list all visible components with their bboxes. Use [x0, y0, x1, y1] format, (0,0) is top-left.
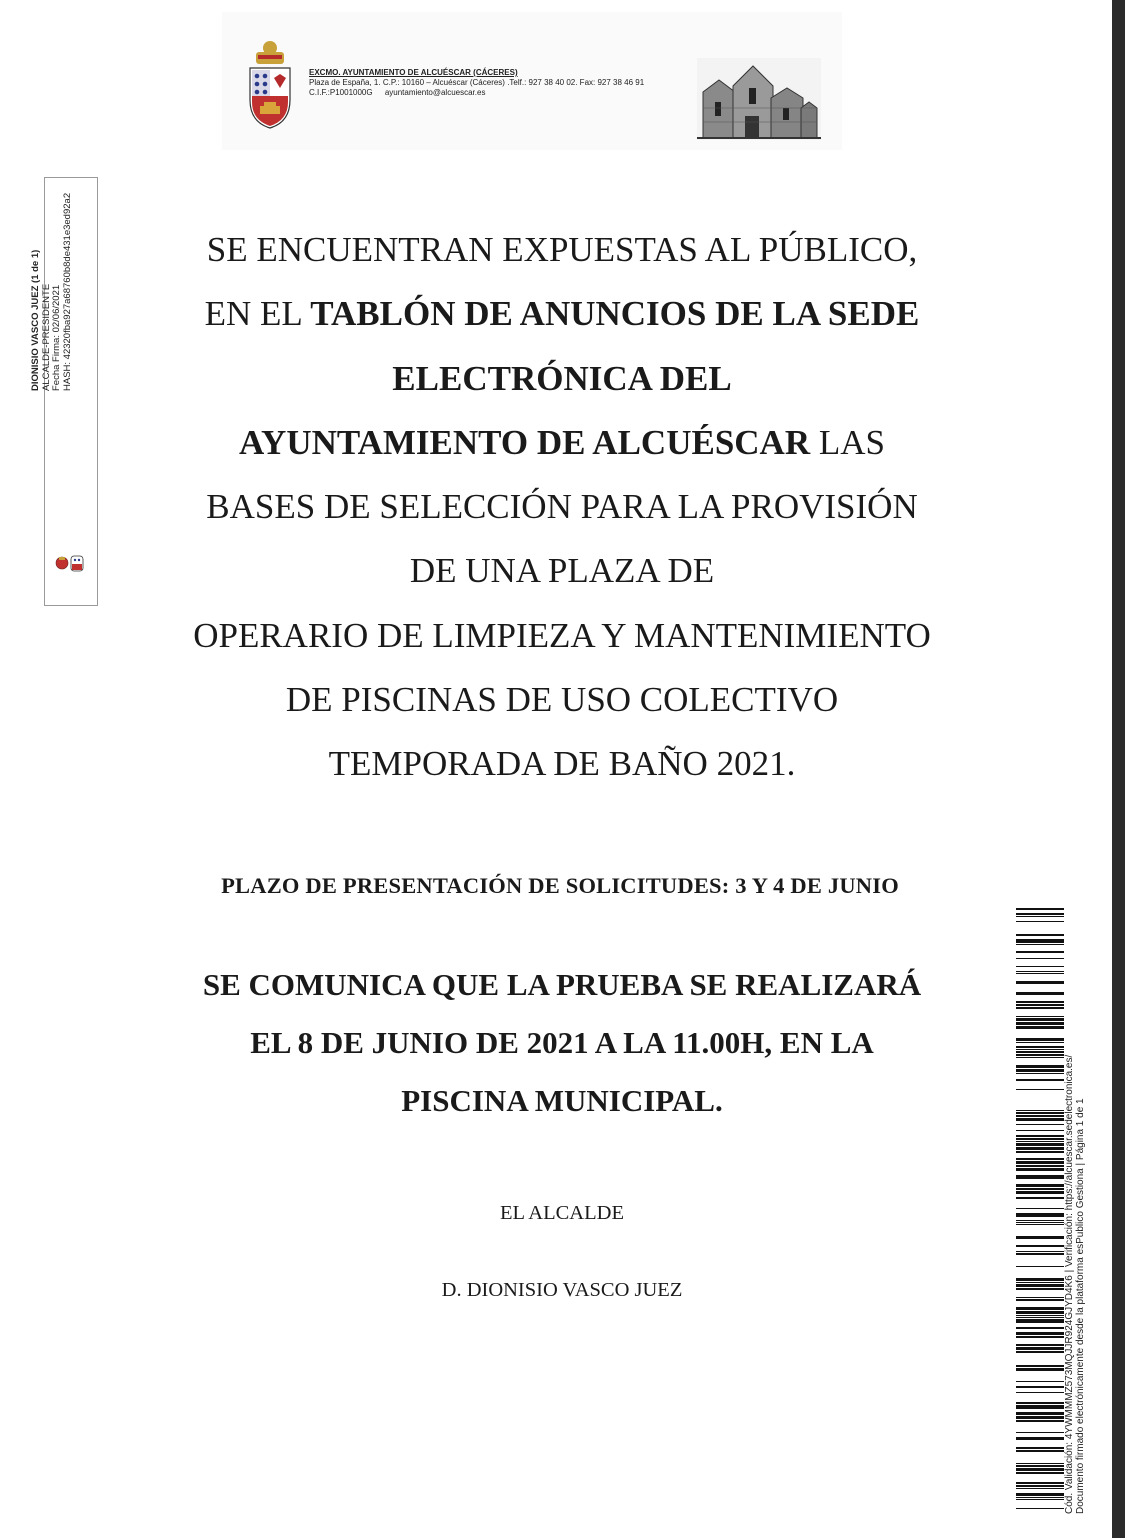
validation-line: Documento firmado electrónicamente desde la plataforma esPublico Gestiona | Página 1 de 1	[1075, 1098, 1086, 1514]
barcode-bar	[1016, 1042, 1064, 1043]
announcement-line: EL 8 DE JUNIO DE 2021 A LA 11.00H, EN LA	[250, 1025, 874, 1060]
barcode-bar	[1016, 1007, 1064, 1009]
notice-text: EN EL	[204, 294, 311, 334]
barcode-bar	[1016, 1051, 1064, 1053]
barcode-bar	[1016, 1069, 1064, 1072]
barcode-bar	[1016, 1432, 1064, 1433]
org-name: EXCMO. AYUNTAMIENTO DE ALCUÉSCAR (CÁCERES)	[309, 68, 518, 77]
barcode-bar	[1016, 1213, 1064, 1217]
barcode-bar	[1016, 1317, 1064, 1318]
barcode-bar	[1016, 1465, 1064, 1467]
signer-role: ALCALDE-PRESIDENTE	[40, 283, 52, 391]
barcode-bar	[1016, 966, 1064, 967]
closing-name: D. DIONISIO VASCO JUEZ	[441, 1279, 683, 1301]
barcode-bar	[1016, 1299, 1064, 1301]
coat-of-arms-icon	[244, 38, 296, 132]
barcode-bar	[1016, 992, 1064, 995]
barcode-bar	[1016, 1208, 1064, 1209]
notice-line: SE ENCUENTRAN EXPUESTAS AL PÚBLICO,	[206, 230, 918, 269]
barcode-bar	[1016, 1188, 1064, 1190]
barcode-bar	[1016, 1016, 1064, 1017]
barcode-bar	[1016, 1147, 1064, 1150]
barcode-bar	[1016, 1420, 1064, 1422]
barcode-bar	[1016, 913, 1064, 915]
barcode-bar	[1016, 1054, 1064, 1056]
notice-body	[150, 218, 974, 797]
barcode-bar	[1016, 1485, 1064, 1487]
barcode-bar	[1016, 1463, 1064, 1464]
barcode-bar	[1016, 1365, 1064, 1367]
barcode-bar	[1016, 1089, 1064, 1090]
barcode-bar	[1016, 1168, 1064, 1171]
barcode-bar	[1016, 1311, 1064, 1314]
barcode-bar	[1016, 1141, 1064, 1142]
barcode-bar	[1016, 1124, 1064, 1125]
barcode-bar	[1016, 981, 1064, 984]
barcode-bar	[1016, 1319, 1064, 1323]
notice-line	[150, 411, 974, 475]
notice-line: BASES DE SELECCIÓN PARA LA PROVISIÓN	[206, 487, 918, 527]
notice-line: TEMPORADA DE BAÑO 2021.	[328, 744, 796, 784]
barcode-bar	[1016, 1412, 1064, 1415]
barcode-bar	[1016, 1224, 1064, 1225]
seal-icon	[53, 552, 89, 574]
barcode-bar	[1016, 939, 1064, 943]
org-address: Plaza de España, 1. C.P.: 10160 – Alcuéscar (Cáceres) .Telf.: 927 38 40 02. Fax: 927 38 46 91	[309, 78, 645, 87]
barcode-bar	[1016, 1057, 1064, 1058]
barcode-bar	[1016, 1307, 1064, 1310]
notice-text: LAS	[810, 422, 885, 462]
barcode-bar	[1016, 1065, 1064, 1068]
barcode-bar	[1016, 1001, 1064, 1003]
barcode-bar	[1016, 1112, 1064, 1114]
deadline-text: PLAZO DE PRESENTACIÓN DE SOLICITUDES: 3 Y 4 DE JUNIO	[221, 873, 899, 898]
barcode-bar	[1016, 921, 1064, 922]
barcode-bar	[1016, 1161, 1064, 1164]
barcode-bar	[1016, 1386, 1064, 1388]
barcode-bar	[1016, 944, 1064, 945]
barcode-bar	[1016, 1347, 1064, 1350]
barcode-bar	[1016, 1184, 1064, 1187]
barcode-bar	[1016, 1115, 1064, 1117]
barcode-bar	[1016, 1143, 1064, 1146]
notice-bold-text: TABLÓN DE ANUNCIOS DE LA SEDE	[310, 294, 920, 334]
barcode-bar	[1016, 1251, 1064, 1252]
barcode-bar	[1016, 1402, 1064, 1404]
barcode-bar	[1016, 1437, 1064, 1440]
barcode-bar	[1016, 1138, 1064, 1140]
barcode-bar	[1016, 1158, 1064, 1160]
barcode-icon	[1016, 908, 1064, 1514]
barcode-bar	[1016, 1488, 1064, 1489]
barcode-bar	[1016, 1278, 1064, 1281]
barcode-bar	[1016, 1245, 1064, 1247]
announcement-line: SE COMUNICA QUE LA PRUEBA SE REALIZARÁ	[202, 967, 922, 1002]
barcode-bar	[1016, 1315, 1064, 1316]
notice-line: DE UNA PLAZA DE	[409, 551, 715, 591]
barcode-bar	[1016, 1482, 1064, 1484]
org-cif: C.I.F.:P1001000G	[309, 88, 373, 97]
barcode-bar	[1016, 916, 1064, 917]
closing-title: EL ALCALDE	[500, 1202, 624, 1224]
barcode-bar	[1016, 1332, 1064, 1335]
signature-text	[31, 61, 73, 391]
notice-line: OPERARIO DE LIMPIEZA Y MANTENIMIENTO	[193, 615, 931, 655]
announcement-line: PISCINA MUNICIPAL.	[401, 1083, 723, 1118]
barcode-bar	[1016, 1073, 1064, 1074]
validation-line: Cód. Validación: 4YWMMMZ573MQJJR924GJYD4K6 | Verificación: https://alcuescar.sedelectronica.es/	[1064, 1054, 1075, 1514]
barcode-bar	[1016, 1499, 1064, 1500]
barcode-bar	[1016, 1220, 1064, 1221]
barcode-bar	[1016, 1151, 1064, 1153]
barcode-bar	[1016, 1110, 1064, 1111]
barcode-bar	[1016, 1191, 1064, 1194]
barcode-bar	[1016, 1468, 1064, 1471]
church-icon	[697, 58, 821, 140]
barcode-bar	[1016, 1079, 1064, 1081]
barcode-bar	[1016, 951, 1064, 953]
validation-text	[1064, 954, 1086, 1514]
barcode-bar	[1016, 1416, 1064, 1419]
barcode-bar	[1016, 908, 1064, 910]
barcode-bar	[1016, 1135, 1064, 1137]
notice-line: DE PISCINAS DE USO COLECTIVO	[285, 680, 839, 720]
barcode-bar	[1016, 971, 1064, 972]
barcode-bar	[1016, 1049, 1064, 1050]
scan-edge-shadow	[1112, 0, 1125, 1538]
barcode-bar	[1016, 1392, 1064, 1393]
barcode-bar	[1016, 1288, 1064, 1290]
barcode-bar	[1016, 1508, 1064, 1509]
barcode-bar	[1016, 1046, 1064, 1048]
barcode-bar	[1016, 1493, 1064, 1496]
barcode-bar	[1016, 1327, 1064, 1329]
barcode-bar	[1016, 1130, 1064, 1131]
signer-name: DIONISIO VASCO JUEZ (1 de 1)	[30, 249, 41, 391]
notice-bold-text: AYUNTAMIENTO DE ALCUÉSCAR	[238, 422, 811, 462]
barcode-bar	[1016, 1118, 1064, 1121]
exam-announcement	[150, 956, 974, 1130]
barcode-bar	[1016, 1253, 1064, 1255]
barcode-bar	[1016, 958, 1064, 959]
barcode-bar	[1016, 1222, 1064, 1223]
barcode-bar	[1016, 1450, 1064, 1452]
letterhead	[222, 12, 842, 150]
barcode-bar	[1016, 1381, 1064, 1382]
org-email: ayuntamiento@alcuescar.es	[384, 88, 486, 97]
barcode-bar	[1016, 973, 1064, 974]
signature-hash: HASH: 42320fba927a68760b8de431e3ed92a2	[61, 192, 73, 391]
barcode-bar	[1016, 1405, 1064, 1409]
letterhead-text	[309, 68, 644, 98]
signature-date: Fecha Firma: 02/06/2021	[51, 284, 62, 391]
barcode-bar	[1016, 1026, 1064, 1029]
barcode-bar	[1016, 1018, 1064, 1021]
barcode-bar	[1016, 1236, 1064, 1239]
barcode-bar	[1016, 1266, 1064, 1267]
barcode-bar	[1016, 1447, 1064, 1449]
notice-line: ELECTRÓNICA DEL	[392, 358, 732, 398]
barcode-bar	[1016, 1197, 1064, 1199]
barcode-bar	[1016, 1175, 1064, 1179]
barcode-bar	[1016, 1297, 1064, 1298]
barcode-bar	[1016, 1038, 1064, 1041]
barcode-bar	[1016, 1022, 1064, 1025]
barcode-bar	[1016, 1282, 1064, 1283]
barcode-bar	[1016, 1497, 1064, 1498]
barcode-bar	[1016, 1368, 1064, 1371]
barcode-bar	[1016, 1351, 1064, 1353]
barcode-bar	[1016, 934, 1064, 936]
notice-line	[150, 282, 974, 346]
barcode-bar	[1016, 1336, 1064, 1338]
barcode-bar	[1016, 1344, 1064, 1346]
barcode-bar	[1016, 1284, 1064, 1287]
barcode-bar	[1016, 1004, 1064, 1006]
barcode-bar	[1016, 1472, 1064, 1474]
barcode-bar	[1016, 1165, 1064, 1167]
